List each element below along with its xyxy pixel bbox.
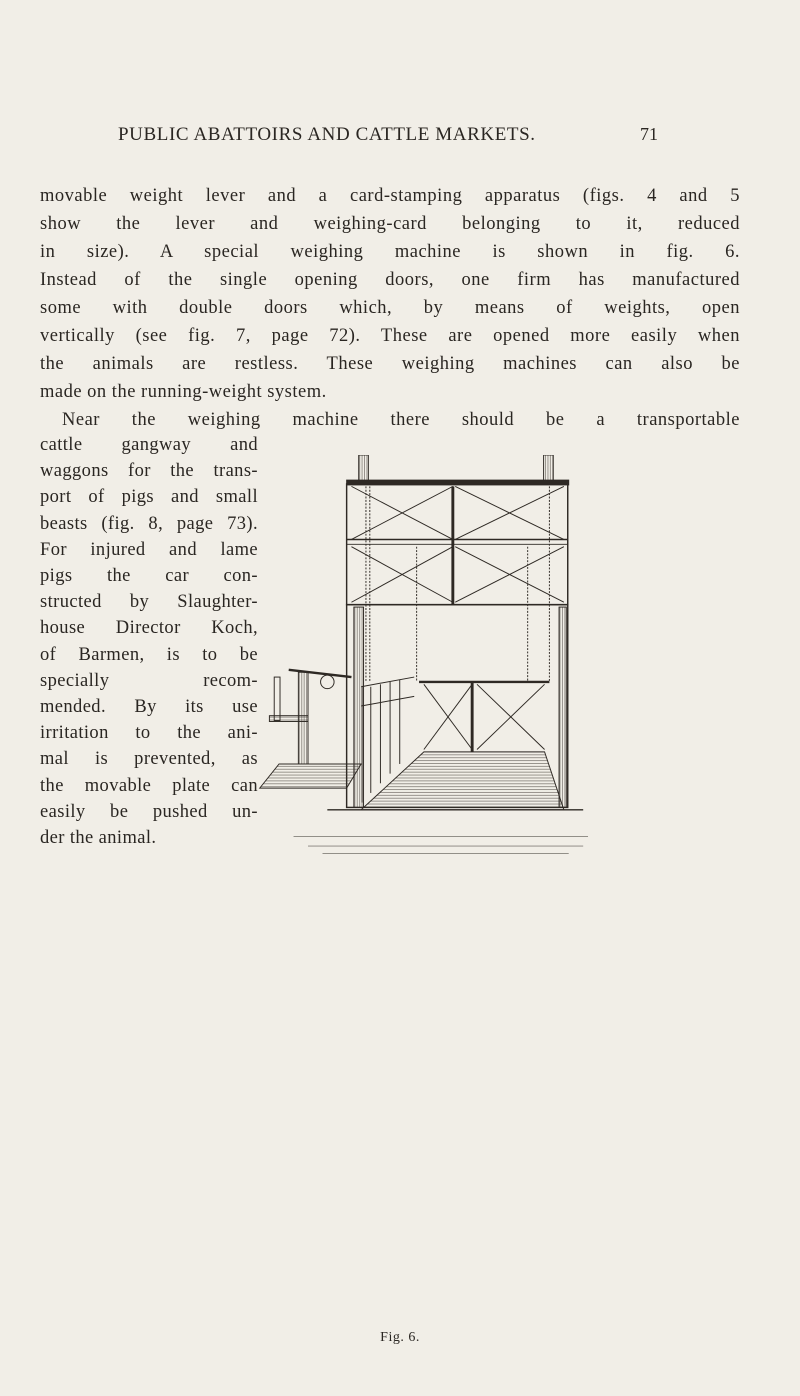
- text-line: port of pigs and small: [40, 487, 258, 508]
- page-number: 71: [640, 124, 658, 144]
- weighing-machine-illustration: [60, 455, 795, 875]
- page-header: [118, 124, 658, 154]
- text-line: the animals are restless. These weighing machines can also be: [40, 354, 740, 374]
- floor-platform: [361, 752, 564, 810]
- text-line: Near the weighing machine there should be a transportable: [62, 410, 740, 430]
- text-line: Instead of the single opening doors, one firm has manufactured: [40, 270, 740, 290]
- text-line: structed by Slaughter-: [40, 592, 258, 613]
- text-line: mended. By its use: [40, 697, 258, 718]
- text-line: show the lever and weighing-card belonging to it, reduced: [40, 214, 740, 234]
- text-line: vertically (see fig. 7, page 72). These are opened more easily when: [40, 326, 740, 346]
- text-line: easily be pushed un-: [40, 801, 258, 822]
- text-line: made on the running-weight system.: [40, 382, 327, 402]
- text-line: in size). A special weighing machine is shown in fig. 6.: [40, 242, 740, 262]
- text-line: waggons for the trans-: [40, 461, 258, 482]
- text-line: movable weight lever and a card-stamping apparatus (figs. 4 and 5: [40, 186, 740, 206]
- text-line: house Director Koch,: [40, 618, 258, 639]
- text-line: of Barmen, is to be: [40, 644, 258, 665]
- text-line: pigs the car con-: [40, 566, 258, 587]
- text-line: cattle gangway and: [40, 435, 258, 455]
- text-line: der the animal.: [40, 828, 157, 849]
- running-head: PUBLIC ABATTOIRS AND CATTLE MARKETS.: [118, 124, 536, 145]
- text-line: irritation to the ani-: [40, 723, 258, 744]
- text-line: specially recom-: [40, 670, 258, 691]
- text-line: beasts (fig. 8, page 73).: [40, 513, 258, 534]
- text-line: the movable plate can: [40, 775, 258, 796]
- text-line: mal is prevented, as: [40, 749, 258, 770]
- figure-caption: Fig. 6.: [380, 1330, 420, 1345]
- pulley-right: [544, 455, 554, 482]
- text-line: some with double doors which, by means of weights, open: [40, 298, 740, 318]
- text-line: For injured and lame: [40, 539, 258, 560]
- pulley-left: [359, 455, 369, 482]
